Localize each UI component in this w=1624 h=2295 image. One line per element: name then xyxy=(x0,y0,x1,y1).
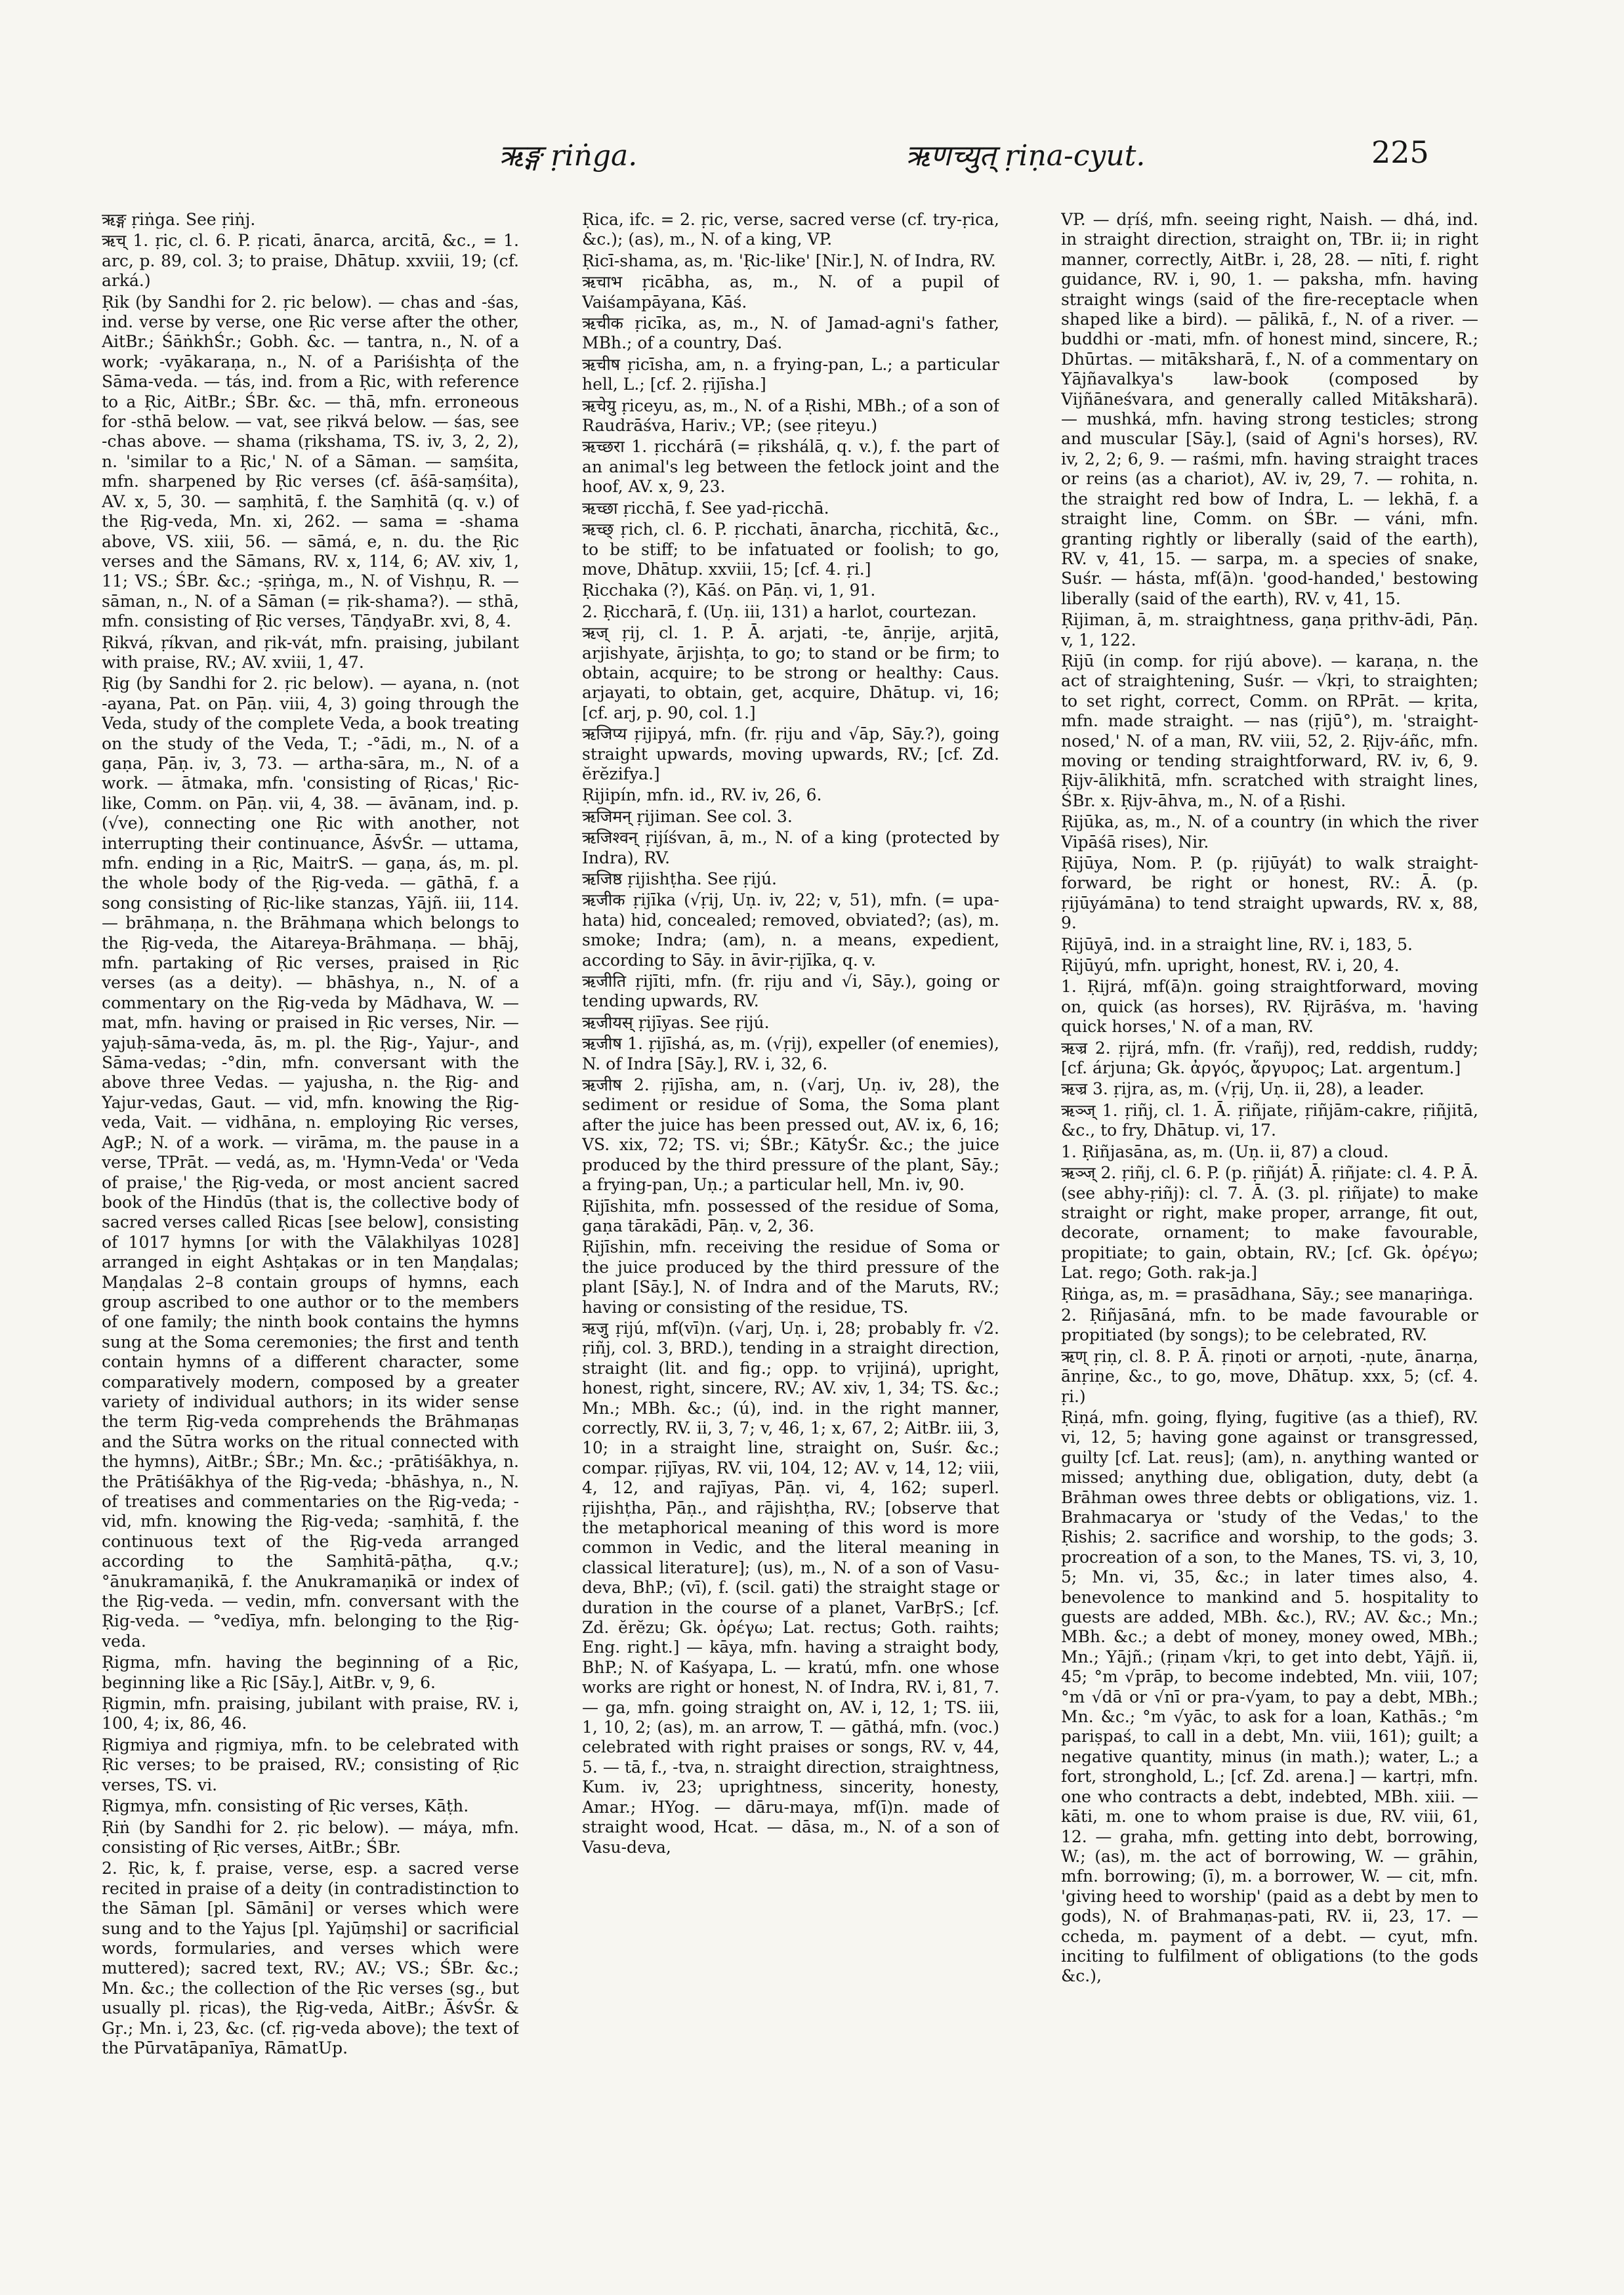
column-3 xyxy=(1061,210,1478,2250)
dictionary-entry: Ṛicī-shama, as, m. 'Ṛic-like' [Nir.], N. of Indra, RV. xyxy=(582,251,996,270)
dictionary-entry: Ṛicchaka (?), Kāś. on Pāṇ. vi, 1, 91. xyxy=(582,581,876,600)
dictionary-entry: Ṛigmiya and ṛigmiya, mfn. to be celebrated with Ṛic verses; to be praised, RV.; consisting of Ṛic verses, TS. vi. xyxy=(102,1735,519,1794)
dictionary-entry: Ṛig (by Sandhi for 2. ṛic below). — ayana, n. (not -ayana, Pat. on Pāṇ. viii, 4, 3) going through the Veda, study of the complete Veda, a book treating on the study of the Veda, T.; -°ādi, m., N. of a gaṇa, Pāṇ. iv, 3, 73. — artha-sāra, m., N. of a work. — ātmaka, mfn. 'consisting of Ṛicas,' Ṛic-like, Comm. on Pāṇ. vii, 4, 38. — āvānam, ind. p. (√ve), connecting one Ṛic with another, not interrupting their continuance, ĀśvŚr. — uttama, mfn. ending in a Ṛic, MaitrS. — gaṇa, ás, m. pl. the whole body of the Ṛig-veda. — gāthā, f. a song consisting of Ṛic-like stanzas, Yājñ. iii, 114. — brāhmaṇa, n. the Brāhmaṇa which belongs to the Ṛig-veda, the Aitareya-Brāhmaṇa. — bhāj, mfn. partaking of Ṛic verses, praised in Ṛic verses (as a deity). — bhāshya, n., N. of a commentary on the Ṛig-veda by Mādhava, W. — mat, mfn. having or praised in Ṛic verses, Nir. — yajuḥ-sāma-veda, ās, m. pl. the Ṛig-, Yajur-, and Sāma-vedas; -°din, mfn. conversant with the above three Vedas. — yajusha, n. the Ṛig- and Yajur-vedas, Gaut. — vid, mfn. knowing the Ṛig-veda, Vait. — vidhāna, n. employing Ṛic verses, AgP.; N. of a work. — virāma, m. the pause in a verse, TPrāt. — vedá, as, m. 'Hymn-Veda' or 'Veda of praise,' the Ṛig-veda, or most ancient sacred book of the Hindūs (that is, the collective body of sacred verses called Ṛicas [see below], consisting of 1017 hymns [or with the Vālakhilyas 1028] arranged in eight Ashṭakas or in ten Maṇḍalas; Maṇḍalas 2–8 contain groups of hymns, each group ascribed to one author or to the members of one family; the ninth book contains the hymns sung at the Soma ceremonies; the first and tenth contain hymns of a different character, some comparatively modern, composed by a greater variety of individual authors; in its wider sense the term Ṛig-veda comprehends the Brāhmaṇas and the Sūtra works on the ritual connected with the hymns), AitBr.; ŚBr.; Mn. &c.; -prātiśākhya, n. the Prātiśākhya of the Ṛig-veda; -bhāshya, n., N. of treatises and commentaries on the Ṛig-veda; -vid, mfn. knowing the Ṛig-veda; -saṃhitā, f. the continuous text of the Ṛig-veda arranged according to the Saṃhitā-pāṭha, q.v.; °ānukramaṇikā, f. the Anukramaṇikā or index of the Ṛig-veda. — vedin, mfn. conversant with the Ṛig-veda. — °vedīya, mfn. belonging to the Ṛig-veda. xyxy=(102,674,519,1651)
dictionary-entry: Ṛigmya, mfn. consisting of Ṛic verses, Kāṭh. xyxy=(102,1796,469,1816)
dictionary-entry: 2. Ṛic, k, f. praise, verse, esp. a sacred verse recited in praise of a deity (in contradistinction to the Sāman [pl. Sāmāni] or verses which were sung and to the Yajus [pl. Yajūṃshi] or sacrificial words, formularies, and verses which were muttered); sacred text, RV.; AV.; VS.; ŚBr. &c.; Mn. &c.; the collection of the Ṛic verses (sg., but usually pl. ṛicas), the Ṛig-veda, AitBr.; ĀśvŚr. & Gṛ.; Mn. i, 23, &c. (cf. ṛig-veda above); the text of the Pūrvatāpanīya, RāmatUp. xyxy=(102,1859,519,2057)
dictionary-entry: Ṛigmin, mfn. praising, jubilant with praise, RV. i, 100, 4; ix, 86, 46. xyxy=(102,1694,519,1733)
dictionary-entry: VP. — dṛíś, mfn. seeing right, Naish. — dhá, ind. in straight direction, straight on, TBr. ii; in right manner, correctly, AitBr. i, 28, 28. — nīti, f. right guidance, RV. i, 90, 1. — paksha, mfn. having straight wings (said of the fire-receptacle when shaped like a bird). — pālikā, f., N. of a river. — buddhi or -mati, mfn. of honest mind, sincere, R.; Dhūrtas. — mitāksharā, f., N. of a commentary on Yājñavalkya's law-book (composed by Vijñāneśvara, and generally called Mitāksharā). — mushká, mfn. having strong testicles; strong and muscular [Sāy.], (said of Agni's horses), RV. iv, 2, 2; 6, 9. — raśmi, mfn. having straight traces or reins (as a chariot), AV. iv, 29, 7. — rohita, n. the straight red bow of Indra, L. — lekhā, f. a straight line, Comm. on ŚBr. — váni, mfn. granting rightly or liberally (said of the earth), RV. v, 41, 15. — sarpa, m. a species of snake, Suśr. — hásta, mf(ā)n. 'good-handed,' bestowing liberally (said of the earth), RV. v, 41, 15. xyxy=(1061,210,1478,608)
dictionary-entry: 2. Ṛiccharā, f. (Uṇ. iii, 131) a harlot, courtezan. xyxy=(582,602,977,621)
dictionary-entry: ऋजीष 2. ṛijīsha, am, n. (√arj, Uṇ. iv, 28), the sediment or residue of Soma, the Soma plant after the juice has been pressed out, AV. ix, 6, 16; VS. xix, 72; TS. vi; ŚBr.; KātyŚr. &c.; the juice produced by the third pressure of the plant, Sāy.; a frying-pan, Uṇ.; a particular hell, Mn. iv, 90. xyxy=(582,1075,999,1195)
dictionary-entry: Ṛijīshin, mfn. receiving the residue of Soma or the juice produced by the third pressure of the plant [Sāy.], N. of Indra and of the Maruts, RV.; having or consisting of the residue, TS. xyxy=(582,1237,999,1317)
dictionary-entry: Ṛiṇá, mfn. going, flying, fugitive (as a thief), RV. vi, 12, 5; having gone against or transgressed, guilty [cf. Lat. reus]; (am), n. anything wanted or missed; anything due, obligation, duty, debt (a Brāhman owes three debts or obligations, viz. 1. Brahmacarya or 'study of the Vedas,' to the Ṛishis; 2. sacrifice and worship, to the gods; 3. procreation of a son, to the Manes, TS. vi, 3, 10, 5; Mn. vi, 35, &c.; in later times also, 4. benevolence to mankind and 5. hospitality to guests are added, MBh. &c.), RV.; AV. &c.; Mn.; MBh. &c.; a debt of money, money owed, MBh.; Mn.; Yājñ.; (ṛiṇam √kṛi, to get into debt, Yājñ. ii, 45; °m √prāp, to become indebted, Mn. viii, 107; °m √dā or √nī or pra-√yam, to pay a debt, MBh.; Mn. &c.; °m √yāc, to ask for a loan, Kathās.; °m pariṣpaś, to call in a debt, Mn. viii, 161); guilt; a negative quantity, minus (in math.); water, L.; a fort, stronghold, L.; [cf. Zd. arena.] — kartṛi, mfn. one who contracts a debt, indebted, MBh. xiii. — kāti, m. one to whom praise is due, RV. viii, 61, 12. — graha, mfn. getting into debt, borrowing, W.; (as), m. the act of borrowing, W. — grāhin, mfn. borrowing; (ī), m. a borrower, W. — cit, mfn. 'giving heed to worship' (paid as a debt by men to gods), N. of Brahmaṇas-pati, RV. ii, 23, 17. — ccheda, m. payment of a debt. — cyut, mfn. inciting to fulfilment of obligations (to the gods &c.), xyxy=(1061,1407,1478,1986)
dictionary-entry: Ṛijiman, ā, m. straightness, gaṇa pṛithv-ādi, Pāṇ. v, 1, 122. xyxy=(1061,610,1478,650)
dictionary-entry: ऋज्र 2. ṛijrá, mfn. (fr. √rañj), red, reddish, ruddy; [cf. árjuna; Gk. ἀργός, ἄργυρος; Lat. argentum.] xyxy=(1061,1038,1478,1078)
dictionary-entry: Ṛiṅga, as, m. = prasādhana, Sāy.; see manaṛiṅga. xyxy=(1061,1284,1474,1304)
dictionary-entry: ऋञ्ज् 2. ṛiñj, cl. 6. P. (p. ṛiñját) Ā. ṛiñjate: cl. 4. P. Ā. (see abhy-ṛiñj): cl. 7. Ā. (3. pl. ṛiñjate) to make straight or right, make proper, arrange, fit out, decorate, ornament; to make favourable, propitiate; to gain, obtain, RV.; [cf. Gk. ὀρέγω; Lat. rego; Goth. rak-ja.] xyxy=(1061,1163,1478,1283)
dictionary-entry: ऋजिमन् ṛijiman. See col. 3. xyxy=(582,806,793,826)
dictionary-entry: ऋचाभ ṛicābha, as, m., N. of a pupil of Vaiśampāyana, Kāś. xyxy=(582,272,999,312)
dictionary-entry: Ṛigma, mfn. having the beginning of a Ṛic, beginning like a Ṛic [Sāy.], AitBr. v, 9, 6. xyxy=(102,1653,519,1692)
dictionary-entry: ऋच्छा ṛicchā, f. See yad-ṛicchā. xyxy=(582,498,829,518)
dictionary-entry: ऋच् 1. ṛic, cl. 6. P. ṛicati, ānarca, arcitā, &c., = 1. arc, p. 89, col. 3; to praise, Dhātup. xxviii, 19; (cf. arká.) xyxy=(102,231,519,291)
dictionary-entry: ऋजिष्ठ ṛijishṭha. See ṛijú. xyxy=(582,869,778,888)
column-1 xyxy=(102,210,519,2250)
dictionary-entry: 2. Ṛiñjasāná, mfn. to be made favourable or propitiated (by songs); to be celebrated, RV. xyxy=(1061,1305,1478,1345)
dictionary-entry: ऋण् ṛiṇ, cl. 8. P. Ā. ṛiṇoti or arṇoti, -ṇute, ānarṇa, ānṛiṇe, &c., to go, move, Dhātup. xxx, 5; (cf. 4. ṛi.) xyxy=(1061,1346,1478,1406)
running-head-left: ऋङ्ग ṛiṅga. xyxy=(499,139,638,173)
dictionary-entry: ऋजिश्वन् ṛijíśvan, ā, m., N. of a king (protected by Indra), RV. xyxy=(582,828,999,867)
dictionary-entry: Ṛijūyā, ind. in a straight line, RV. i, 183, 5. xyxy=(1061,934,1413,954)
dictionary-entry: Ṛijipín, mfn. id., RV. iv, 26, 6. xyxy=(582,785,822,805)
dictionary-entry: ऋङ्ग ṛiṅga. See ṛiṅj. xyxy=(102,210,256,229)
running-head-right: ऋणच्युत् ṛiṇa-cyut. xyxy=(906,139,1146,173)
column-2 xyxy=(582,210,999,2250)
dictionary-entry: ऋच्छरा 1. ṛicchárā (= ṛikshálā, q. v.), f. the part of an animal's leg between the fetlock joint and the hoof, AV. x, 9, 23. xyxy=(582,437,999,497)
dictionary-entry: ऋजु ṛijú, mf(vī)n. (√arj, Uṇ. i, 28; probably fr. √2. ṛiñj, col. 3, BRD.), tending in a straight direction, straight (lit. and fig.; opp. to vṛijiná), upright, honest, right, sincere, RV.; AV. xiv, 1, 34; TS. &c.; Mn.; MBh. &c.; (ú), ind. in the right manner, correctly, RV. ii, 3, 7; v, 46, 1; x, 67, 2; AitBr. iii, 3, 10; in a straight line, straight on, Suśr. &c.; compar. ṛijīyas, RV. vii, 104, 12; AV. v, 14, 12; viii, 4, 12, and rajīyas, Pāṇ. vi, 4, 162; superl. ṛijishṭha, Pāṇ., and rājishṭha, RV.; [observe that the metaphorical meaning of this word is more common in Vedic, and the literal meaning in classical literature]; (us), m., N. of a son of Vasu-deva, BhP.; (vī), f. (scil. gati) the straight stage or duration in the course of a planet, VarBṛS.; [cf. Zd. ĕrĕzu; Gk. ὀρέγω; Lat. rectus; Goth. raihts; Eng. right.] — kāya, mfn. having a straight body, BhP.; N. of Kaśyapa, L. — kratú, mfn. one whose works are right or honest, N. of Indra, RV. i, 81, 7. — ga, mfn. going straight on, AV. i, 12, 1; TS. iii, 1, 10, 2; (as), m. an arrow, T. — gāthá, mfn. (voc.) celebrated with right praises or songs, RV. v, 44, 5. — tā, f., -tva, n. straight direction, straightness, Kum. iv, 23; uprightness, sincerity, honesty, Amar.; HYog. — dāru-maya, mf(ī)n. made of straight wood, Hcat. — dāsa, m., N. of a son of Vasu-deva, xyxy=(582,1318,999,1857)
dictionary-entry: Ṛica, ifc. = 2. ṛic, verse, sacred verse (cf. try-ṛica, &c.); (as), m., N. of a king, VP. xyxy=(582,210,999,249)
dictionary-entry: Ṛiṅ (by Sandhi for 2. ṛic below). — máya, mfn. consisting of Ṛic verses, AitBr.; ŚBr. xyxy=(102,1817,519,1857)
dictionary-entry: ऋज्र 3. ṛijra, as, m. (√ṛij, Uṇ. ii, 28), a leader. xyxy=(1061,1079,1425,1099)
dictionary-entry: ऋचीष ṛicīsha, am, n. a frying-pan, L.; a particular hell, L.; [cf. 2. ṛijīsha.] xyxy=(582,354,999,394)
dictionary-entry: ऋजिप्य ṛijipyá, mfn. (fr. ṛiju and √āp, Sāy.?), going straight upwards, moving upwards, RV.; [cf. Zd. ĕrĕzifya.] xyxy=(582,724,999,783)
dictionary-entry: Ṛik (by Sandhi for 2. ṛic below). — chas and -śas, ind. verse by verse, one Ṛic verse after the other, AitBr.; ŚāṅkhŚr.; Gobh. &c. — tantra, n., N. of a work; -vyākaraṇa, n., N. of a Pariśishṭa of the Sāma-veda. — tás, ind. from a Ṛic, with reference to a Ṛic, AitBr.; ŚBr. &c. — thā, mfn. erroneous for -sthā below. — vat, see ṛikvá below. — śas, see -chas above. — shama (ṛikshama, TS. iv, 3, 2, 2), n. 'similar to a Ṛic,' N. of a Sāman. — saṃśita, mfn. sharpened by Ṛic verses (cf. āśā-saṃśita), AV. x, 5, 30. — saṃhitā, f. the Saṃhitā (q. v.) of the Ṛig-veda, Mn. xi, 262. — sama = -shama above, VS. xiii, 56. — sāmá, e, n. du. the Ṛic verses and the Sāmans, RV. x, 114, 6; AV. xiv, 1, 11; VS.; ŚBr. &c.; -ṣṛiṅga, m., N. of Vishṇu, R. — sāman, n., N. of a Sāman (= ṛik-shama?). — sthā, mfn. consisting of Ṛic verses, TāṇḍyaBr. xvi, 8, 4. xyxy=(102,292,519,631)
dictionary-entry: ऋचीक ṛicīka, as, m., N. of Jamad-agni's father, MBh.; of a country, Daś. xyxy=(582,314,999,353)
dictionary-entry: ऋजीति ṛijīti, mfn. (fr. ṛiju and √i, Sāy.), going or tending upwards, RV. xyxy=(582,972,999,1011)
dictionary-entry: ऋजीक ṛijīka (√ṛij, Uṇ. iv, 22; v, 51), mfn. (= upa-hata) hid, concealed; removed, obviated?; (as), m. smoke; Indra; (am), n. a means, expedient, according to Sāy. in āvir-ṛijīka, q. v. xyxy=(582,890,999,970)
dictionary-entry: 1. Ṛiñjasāna, as, m. (Uṇ. ii, 87) a cloud. xyxy=(1061,1142,1389,1161)
dictionary-entry: ऋज् ṛij, cl. 1. P. Ā. arjati, -te, ānṛije, arjitā, arjishyate, ārjishṭa, to go; to stand or be firm; to obtain, acquire; to be strong or healthy: Caus. arjayati, to obtain, get, acquire, Dhātup. vi, 16; [cf. arj, p. 90, col. 1.] xyxy=(582,623,999,722)
dictionary-entry: ऋजीष 1. ṛijīshá, as, m. (√ṛij), expeller (of enemies), N. of Indra [Sāy.], RV. i, 32, 6. xyxy=(582,1034,999,1073)
dictionary-entry: Ṛijīshita, mfn. possessed of the residue of Soma, gaṇa tārakādi, Pāṇ. v, 2, 36. xyxy=(582,1196,999,1235)
dictionary-entry: Ṛijūka, as, m., N. of a country (in which the river Vipāśā rises), Nir. xyxy=(1061,812,1478,852)
page-number: 225 xyxy=(1371,134,1429,170)
dictionary-entry: ऋजीयस् ṛijīyas. See ṛijú. xyxy=(582,1012,770,1032)
dictionary-entry: Ṛikvá, ṛíkvan, and ṛik-vát, mfn. praising, jubilant with praise, RV.; AV. xviii, 1, 47. xyxy=(102,632,519,672)
dictionary-entry: ऋच्छ् ṛich, cl. 6. P. ṛicchati, ānarcha, ṛicchitā, &c., to be stiff; to be infatuated or foolish; to go, move, Dhātup. xxviii, 15; [cf. 4. ṛi.] xyxy=(582,520,999,579)
dictionary-entry: Ṛijūya, Nom. P. (p. ṛijūyát) to walk straight-forward, be right or honest, RV.: Ā. (p. ṛijūyámāna) to tend straight upwards, RV. x, 88, 9. xyxy=(1061,854,1478,933)
dictionary-entry: ऋचेयु ṛiceyu, as, m., N. of a Ṛishi, MBh.; of a son of Raudrāśva, Hariv.; VP.; (see ṛiteyu.) xyxy=(582,396,999,436)
dictionary-entry: 1. Ṛijrá, mf(ā)n. going straightforward, moving on, quick (as horses), RV. Ṛijrāśva, m. 'having quick horses,' N. of a man, RV. xyxy=(1061,977,1478,1037)
dictionary-entry: Ṛijūyú, mfn. upright, honest, RV. i, 20, 4. xyxy=(1061,956,1400,976)
dictionary-entry: Ṛijū (in comp. for ṛijú above). — karaṇa, n. the act of straightening, Suśr. — √kṛi, to straighten; to set right, correct, Comm. on RPrāt. — kṛita, mfn. made straight. — nas (ṛijū°), m. 'straight-nosed,' N. of a man, RV. viii, 52, 2. Ṛijv-áñc, mfn. moving or tending straightforward, RV. iv, 6, 9. Ṛijv-ālikhitā, mfn. scratched with straight lines, ŚBr. x. Ṛijv-āhva, m., N. of a Ṛishi. xyxy=(1061,651,1478,810)
dictionary-entry: ऋञ्ज् 1. ṛiñj, cl. 1. Ā. ṛiñjate, ṛiñjām-cakre, ṛiñjitā, &c., to fry, Dhātup. vi, 17. xyxy=(1061,1100,1478,1140)
